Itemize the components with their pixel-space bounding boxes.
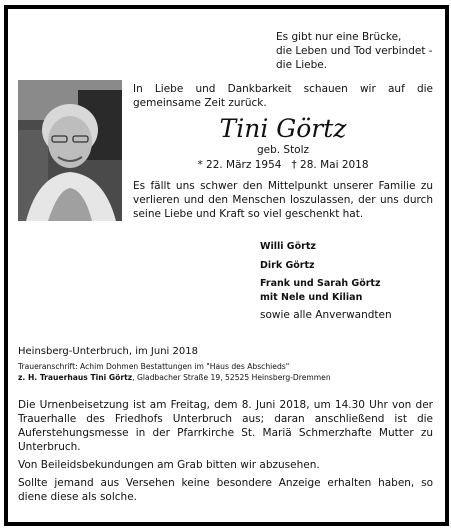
birth-date: * 22. März 1954 (197, 159, 282, 171)
omission-note: Sollte jemand aus Versehen keine besondere Anzeige erhalten haben, so diene diese als solche. (18, 477, 433, 503)
intro-text: In Liebe und Dankbarkeit schauen wir auf die gemeinsame Zeit zurück. (133, 83, 433, 109)
mourner-family-children: mit Nele und Kilian (260, 291, 363, 303)
relatives-line: sowie alle Anverwandten (260, 309, 392, 321)
maiden-name: geb. Stolz (256, 144, 310, 156)
address-line-2 (18, 372, 331, 383)
quote-line: Es gibt nur eine Brücke, (276, 31, 402, 43)
quote (276, 30, 433, 72)
tribute-text: Es fällt uns schwer den Mittelpunkt unserer Familie zu verlieren und den Menschen loszulassen, der uns durch seine Liebe und Kraft so viel geschenkt hat. (133, 180, 433, 220)
funeral-info: Die Urnenbeisetzung ist am Freitag, dem 8. Juni 2018, um 14.30 Uhr von der Trauerhalle des Friedhofs Unterbruch aus; daran anschließend ist die Auferstehungsmesse in der Pfarrkirche St. Mariä Schmerzhafte Mutter zu Unterbruch. (18, 399, 433, 453)
address-street: , Gladbacher Straße 19, 52525 Heinsberg-Dremmen (132, 373, 331, 382)
condolence-note: Von Beileidsbekundungen am Grab bitten wir abzusehen. (18, 459, 320, 471)
mourners-list (260, 240, 392, 323)
life-dates (133, 158, 433, 172)
mourning-address (18, 361, 331, 383)
portrait-photo (18, 80, 122, 221)
death-date: † 28. Mai 2018 (291, 159, 369, 171)
address-line-1: Traueranschrift: Achim Dohmen Bestattungen im "Haus des Abschieds" (18, 362, 290, 371)
place-date: Heinsberg-Unterbruch, im Juni 2018 (18, 346, 198, 357)
mourner-family: Frank und Sarah Görtz (260, 278, 381, 289)
quote-line: die Liebe. (276, 59, 328, 71)
mourner-name: Dirk Görtz (260, 259, 315, 271)
quote-line: die Leben und Tod verbindet - (276, 45, 433, 57)
mourner-name: Willi Görtz (260, 241, 316, 252)
address-recipient: z. H. Trauerhaus Tini Görtz (18, 373, 133, 382)
portrait-image (18, 80, 122, 221)
deceased-name: Tini Görtz (219, 114, 347, 143)
